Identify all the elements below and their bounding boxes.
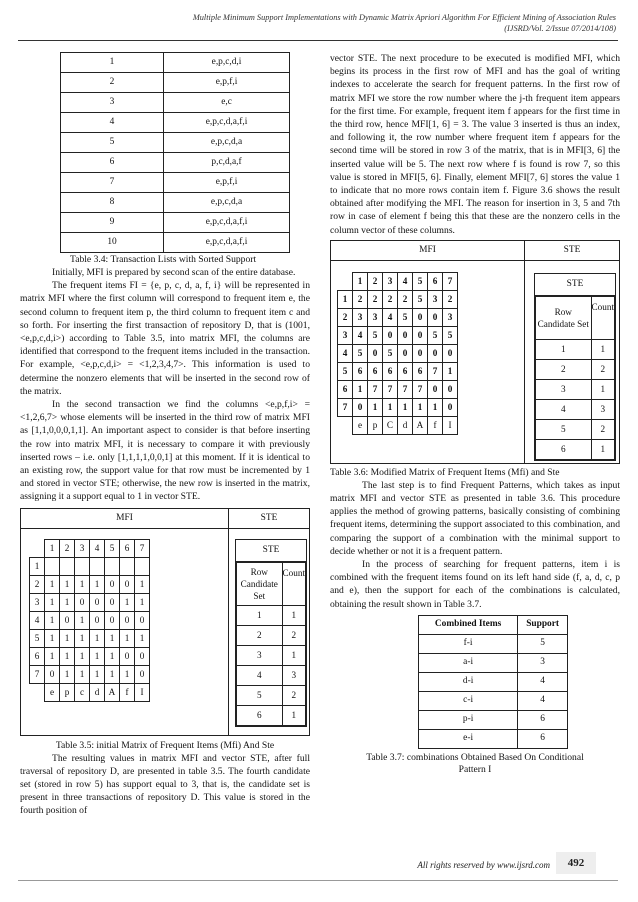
- table-3-7-caption: [330, 752, 620, 776]
- matrix-cell: 0: [413, 344, 428, 362]
- ste-row: [536, 379, 615, 399]
- matrix-row: [30, 593, 150, 611]
- table-row: [61, 73, 290, 93]
- ste-row-number: 5: [237, 685, 283, 705]
- matrix-cell: 3: [428, 290, 443, 308]
- matrix-cell: 0: [90, 611, 105, 629]
- table-row: [419, 653, 568, 672]
- ste-count: 2: [282, 685, 305, 705]
- matrix-cell: 7: [398, 380, 413, 398]
- matrix-cell: 5: [398, 308, 413, 326]
- ste-row-number: 1: [536, 339, 592, 359]
- header-rule: [18, 40, 618, 41]
- matrix-cell: 6: [383, 362, 398, 380]
- support-cell: 6: [518, 729, 568, 748]
- matrix-cell: 1: [120, 593, 135, 611]
- matrix-item-label: e: [353, 416, 368, 434]
- matrix-cell: 0: [428, 344, 443, 362]
- paragraph-modified-mfi: vector STE. The next procedure to be executed is modified MFI, which begins its process in the first row of MFI and has the goal of writing indexes to accelerate the search for frequent patterns. In the first row of matrix MFI we store the row number where the j-th frequent item appears for the first time. For example, frequent item f appears for the first time in the third row, hence MFI[1, 6] = 3. The value 3 inserted is thus an index, and following it, the row number where frequent item f appears for the second time will be stored in row 3 of the matrix, that is in MFI[3, 6] the inserted value will be 5. The next row where f is found is row 7, so this value is stored in MFI[5, 6]. Finally, element MFI[7, 6] stores the value 1 to indicate that no more rows contain item f. Figure 3.6 shows the result obtained after modifying the MFI. The reason for insertion in 3, 5 and 7th row in case of element f being this that these are the nonzero cells in the column vector of these columns.: [330, 53, 620, 236]
- matrix-cell: 1: [105, 647, 120, 665]
- matrix-col-header: 2: [60, 539, 75, 557]
- matrix-cell: 0: [443, 398, 458, 416]
- matrix-item-label: C: [383, 416, 398, 434]
- matrix-row: [30, 557, 150, 575]
- ste-table-3-6: [535, 296, 615, 460]
- matrix-cell: 1: [60, 647, 75, 665]
- ste-row-number: 5: [536, 419, 592, 439]
- matrix-cell: 3: [368, 308, 383, 326]
- transaction-id-cell: 9: [61, 213, 164, 233]
- matrix-cell: 7: [383, 380, 398, 398]
- matrix-cell: 0: [135, 611, 150, 629]
- matrix-col-header: 3: [383, 272, 398, 290]
- transaction-id-cell: 3: [61, 93, 164, 113]
- matrix-cell: 1: [368, 398, 383, 416]
- transaction-id-cell: 5: [61, 133, 164, 153]
- ste-table-3-5: [236, 562, 306, 726]
- matrix-cell: [105, 557, 120, 575]
- table-row: [61, 93, 290, 113]
- matrix-cell: 0: [105, 611, 120, 629]
- support-cell: 4: [518, 672, 568, 691]
- transaction-items-cell: e,p,c,d,a: [164, 193, 290, 213]
- matrix-item-label: f: [428, 416, 443, 434]
- paragraph-last-step: The last step is to find Frequent Patterns, which takes as input matrix MFI and vector STE as presented in table 3.6. This procedure applies the method of growing patterns, basically consisting of combining frequent items, determining the support associated to this combination, and comparing the support of a combination with the minimal support to decide whether or not it is a frequent pattern.: [330, 479, 620, 557]
- matrix-cell: 1: [75, 647, 90, 665]
- ste-header-row-candidate: Row Candidate Set: [536, 296, 592, 339]
- matrix-cell: 0: [120, 611, 135, 629]
- ste-row-number: 1: [237, 605, 283, 625]
- matrix-cell: 1: [383, 398, 398, 416]
- matrix-corner-cell: [30, 539, 45, 557]
- ste-count: 2: [282, 625, 305, 645]
- matrix-header-row: [338, 272, 458, 290]
- matrix-cell: 1: [75, 665, 90, 683]
- page-number: 492: [556, 852, 596, 874]
- right-column: [330, 52, 620, 776]
- mfi-label: MFI: [331, 241, 525, 260]
- left-column: [20, 52, 310, 818]
- ste-row: [237, 705, 306, 725]
- matrix-cell: 4: [353, 326, 368, 344]
- ste-header-count: Count: [591, 296, 614, 339]
- matrix-cell: 0: [353, 398, 368, 416]
- matrix-row-header: 2: [338, 308, 353, 326]
- ste-row-number: 6: [237, 705, 283, 725]
- table-row: [61, 133, 290, 153]
- matrix-cell: 0: [105, 593, 120, 611]
- matrix-cell: 1: [75, 629, 90, 647]
- matrix-cell: 0: [45, 665, 60, 683]
- matrix-col-header: 7: [443, 272, 458, 290]
- matrix-cell: 0: [135, 665, 150, 683]
- figure-3-6: [330, 240, 620, 464]
- ste-count: 2: [591, 419, 614, 439]
- ste-row: [237, 665, 306, 685]
- transaction-items-cell: e,p,c,d,a,f,i: [164, 113, 290, 133]
- matrix-cell: 1: [45, 647, 60, 665]
- matrix-cell: 1: [75, 611, 90, 629]
- ste-count: 1: [282, 705, 305, 725]
- matrix-col-header: 2: [368, 272, 383, 290]
- transaction-items-cell: e,c: [164, 93, 290, 113]
- matrix-cell: 0: [443, 344, 458, 362]
- matrix-cell: 1: [120, 629, 135, 647]
- table-row: [419, 729, 568, 748]
- support-cell: 6: [518, 710, 568, 729]
- transaction-items-cell: e,p,c,d,a,f,i: [164, 213, 290, 233]
- matrix-cell: 6: [353, 362, 368, 380]
- matrix-item-label: d: [398, 416, 413, 434]
- matrix-cell: 1: [353, 380, 368, 398]
- header-title: Multiple Minimum Support Implementations with Dynamic Matrix Apriori Algorithm For Efficient Mining of Association Rules: [192, 13, 616, 22]
- transaction-id-cell: 1: [61, 53, 164, 73]
- matrix-row-header: 6: [338, 380, 353, 398]
- transaction-items-cell: p,c,d,a,f: [164, 153, 290, 173]
- transaction-id-cell: 10: [61, 233, 164, 253]
- table-row: [61, 53, 290, 73]
- ste-label: STE: [563, 244, 581, 255]
- matrix-col-header: 6: [428, 272, 443, 290]
- matrix-row-header: 1: [30, 557, 45, 575]
- matrix-cell: 0: [75, 593, 90, 611]
- table-row: [61, 233, 290, 253]
- matrix-cell: 2: [443, 290, 458, 308]
- table-row: [419, 710, 568, 729]
- ste-header-count: Count: [282, 562, 305, 605]
- matrix-cell: 5: [383, 344, 398, 362]
- ste-title: STE: [535, 274, 615, 296]
- ste-header-row: [237, 562, 306, 605]
- matrix-cell: 1: [60, 629, 75, 647]
- matrix-corner-cell: [30, 683, 45, 701]
- matrix-cell: 7: [413, 380, 428, 398]
- table-3-7: [418, 615, 568, 749]
- matrix-cell: 0: [135, 647, 150, 665]
- matrix-row: [338, 326, 458, 344]
- matrix-row: [30, 575, 150, 593]
- matrix-cell: 0: [90, 593, 105, 611]
- table-row: [419, 691, 568, 710]
- matrix-cell: 1: [60, 575, 75, 593]
- matrix-col-header: 4: [398, 272, 413, 290]
- matrix-cell: 0: [413, 308, 428, 326]
- ste-row: [536, 439, 615, 459]
- matrix-cell: 1: [90, 665, 105, 683]
- ste-row-number: 4: [536, 399, 592, 419]
- matrix-col-header: 1: [353, 272, 368, 290]
- mfi-matrix-3-5: [29, 539, 150, 702]
- matrix-row: [338, 308, 458, 326]
- matrix-row: [30, 647, 150, 665]
- matrix-item-label: I: [135, 683, 150, 701]
- table-3-6-caption: Table 3.6: Modified Matrix of Frequent Items (Mfi) and Ste: [330, 466, 560, 478]
- ste-header-row: [536, 296, 615, 339]
- ste-row-number: 3: [237, 645, 283, 665]
- table-row: [419, 634, 568, 653]
- matrix-row: [338, 398, 458, 416]
- combined-items-cell: a-i: [419, 653, 518, 672]
- matrix-cell: 5: [413, 290, 428, 308]
- matrix-cell: 0: [428, 308, 443, 326]
- matrix-cell: 1: [135, 629, 150, 647]
- matrix-cell: 1: [60, 593, 75, 611]
- matrix-row-header: 6: [30, 647, 45, 665]
- ste-count: 1: [591, 339, 614, 359]
- matrix-row: [30, 629, 150, 647]
- figure-3-5-header: [21, 509, 309, 529]
- matrix-cell: 1: [45, 593, 60, 611]
- matrix-col-header: 7: [135, 539, 150, 557]
- matrix-row: [338, 380, 458, 398]
- support-cell: 3: [518, 653, 568, 672]
- matrix-item-label: A: [413, 416, 428, 434]
- matrix-cell: 6: [398, 362, 413, 380]
- matrix-row: [338, 344, 458, 362]
- matrix-row-header: 7: [30, 665, 45, 683]
- transaction-id-cell: 7: [61, 173, 164, 193]
- matrix-cell: 1: [443, 362, 458, 380]
- footer-copyright: All rights reserved by www.ijsrd.com: [417, 860, 550, 870]
- transaction-id-cell: 2: [61, 73, 164, 93]
- ste-count: 3: [591, 399, 614, 419]
- ste-count: 3: [282, 665, 305, 685]
- ste-row-number: 3: [536, 379, 592, 399]
- combined-items-cell: c-i: [419, 691, 518, 710]
- table-row: [419, 672, 568, 691]
- matrix-header-row: [30, 539, 150, 557]
- combined-items-cell: p-i: [419, 710, 518, 729]
- ste-row: [536, 359, 615, 379]
- matrix-cell: 0: [120, 575, 135, 593]
- matrix-cell: 1: [398, 398, 413, 416]
- matrix-cell: 0: [60, 611, 75, 629]
- matrix-cell: 2: [398, 290, 413, 308]
- matrix-cell: 1: [45, 575, 60, 593]
- paragraph-resulting-values: The resulting values in matrix MFI and vector STE, after full traversal of repository D, are presented in table 3.5. The fourth candidate set (stored in row 5) has support equal to 3, that is, the candidate set is present in three transactions of repository D. This value is stored in the fourth position of: [20, 752, 310, 817]
- matrix-cell: 6: [368, 362, 383, 380]
- matrix-cell: 0: [105, 575, 120, 593]
- combined-items-cell: e-i: [419, 729, 518, 748]
- matrix-row: [30, 665, 150, 683]
- ste-row: [536, 339, 615, 359]
- table-3-7-header-items: Combined Items: [419, 615, 518, 634]
- matrix-corner-cell: [338, 272, 353, 290]
- matrix-cell: 0: [398, 326, 413, 344]
- matrix-cell: 5: [368, 326, 383, 344]
- matrix-item-label: p: [60, 683, 75, 701]
- ste-label: STE: [260, 512, 278, 523]
- ste-count: 1: [282, 645, 305, 665]
- matrix-row-header: 7: [338, 398, 353, 416]
- table-3-7-caption-line1: Table 3.7: combinations Obtained Based On Conditional: [366, 751, 584, 763]
- matrix-row-header: 1: [338, 290, 353, 308]
- matrix-col-header: 5: [105, 539, 120, 557]
- matrix-cell: [90, 557, 105, 575]
- matrix-item-label: p: [368, 416, 383, 434]
- matrix-cell: [120, 557, 135, 575]
- matrix-cell: 1: [105, 665, 120, 683]
- matrix-col-header: 3: [75, 539, 90, 557]
- transaction-items-cell: e,p,f,i: [164, 173, 290, 193]
- transaction-id-cell: 6: [61, 153, 164, 173]
- mfi-matrix-3-6: [337, 272, 458, 435]
- matrix-cell: 1: [90, 629, 105, 647]
- matrix-cell: 3: [443, 308, 458, 326]
- matrix-corner-cell: [338, 416, 353, 434]
- matrix-cell: 2: [368, 290, 383, 308]
- matrix-cell: 7: [428, 362, 443, 380]
- matrix-cell: 5: [443, 326, 458, 344]
- matrix-cell: 1: [135, 575, 150, 593]
- matrix-cell: 0: [443, 380, 458, 398]
- transaction-items-cell: e,p,c,d,i: [164, 53, 290, 73]
- matrix-cell: 1: [428, 398, 443, 416]
- matrix-cell: 1: [90, 575, 105, 593]
- matrix-row-header: 5: [338, 362, 353, 380]
- transaction-id-cell: 4: [61, 113, 164, 133]
- matrix-col-header: 5: [413, 272, 428, 290]
- combined-items-cell: f-i: [419, 634, 518, 653]
- matrix-cell: 1: [135, 593, 150, 611]
- matrix-cell: 1: [75, 575, 90, 593]
- paragraph-frequent-items: The frequent items FI = {e, p, c, d, a, f, i} will be represented in matrix MFI where the first column will correspond to frequent item e, the second column to frequent item p, the third column to frequent item c and so forth. For inserting the first transaction of repository D, that is (1001, <e,p,c,d,i>) according to Table 3.5, into matrix MFI, the columns are identified that correspond to the frequent items included in the transaction. For example, <e,p,c,d,i> = <1,2,3,4,7>. This information is used to determine the nonzero elements that will be inserted in the second row of the matrix.: [20, 280, 310, 397]
- matrix-item-label: c: [75, 683, 90, 701]
- matrix-cell: [45, 557, 60, 575]
- ste-count: 2: [591, 359, 614, 379]
- matrix-item-label-row: [338, 416, 458, 434]
- matrix-cell: 0: [428, 380, 443, 398]
- mfi-label: MFI: [21, 509, 229, 528]
- transaction-items-cell: e,p,f,i: [164, 73, 290, 93]
- ste-row: [536, 399, 615, 419]
- matrix-cell: [135, 557, 150, 575]
- matrix-cell: 1: [90, 647, 105, 665]
- ste-row: [536, 419, 615, 439]
- ste-count: 1: [591, 379, 614, 399]
- matrix-item-label: A: [105, 683, 120, 701]
- matrix-row: [338, 290, 458, 308]
- table-3-4: [60, 52, 290, 253]
- paragraph-second-transaction: In the second transaction we find the columns <e,p,f,i> = <1,2,6,7> whose elements will be inserted in the third row of matrix MFI as [1,1,0,0,0,1,1]. An important aspect to consider is that before inserting the row into matrix MFI, it is necessary to compare it with previously inserted rows – i.e. only [1,1,1,1,0,0,1] at this moment. If it is identical to an existing row, the support value for that row must be incremented by 1 and stored in vector STE; otherwise, the new row is inserted in the matrix, assigning it a support equal to 1 in vector STE.: [20, 399, 310, 503]
- running-header: [100, 12, 616, 34]
- ste-vector-3-6: [534, 273, 616, 461]
- figure-3-6-header: [331, 241, 619, 261]
- ste-row-number: 6: [536, 439, 592, 459]
- matrix-cell: 1: [60, 665, 75, 683]
- ste-row-number: 2: [536, 359, 592, 379]
- matrix-cell: 0: [413, 326, 428, 344]
- matrix-row-header: 4: [338, 344, 353, 362]
- matrix-cell: 1: [105, 629, 120, 647]
- figure-3-5: [20, 508, 310, 736]
- table-row: [61, 153, 290, 173]
- ste-row: [237, 625, 306, 645]
- matrix-cell: 2: [383, 290, 398, 308]
- matrix-cell: 4: [383, 308, 398, 326]
- ste-row: [237, 685, 306, 705]
- support-cell: 4: [518, 691, 568, 710]
- transaction-items-cell: e,p,c,d,a,f,i: [164, 233, 290, 253]
- matrix-cell: 0: [383, 326, 398, 344]
- matrix-cell: [75, 557, 90, 575]
- matrix-cell: 1: [45, 629, 60, 647]
- matrix-cell: 7: [368, 380, 383, 398]
- transaction-id-cell: 8: [61, 193, 164, 213]
- matrix-row-header: 2: [30, 575, 45, 593]
- matrix-item-label: e: [45, 683, 60, 701]
- support-cell: 5: [518, 634, 568, 653]
- matrix-cell: 1: [120, 665, 135, 683]
- matrix-row: [30, 611, 150, 629]
- transaction-items-cell: e,p,c,d,a: [164, 133, 290, 153]
- ste-row: [237, 645, 306, 665]
- matrix-cell: 2: [353, 290, 368, 308]
- ste-vector-3-5: [235, 539, 307, 727]
- matrix-col-header: 4: [90, 539, 105, 557]
- matrix-cell: [60, 557, 75, 575]
- ste-title: STE: [236, 540, 306, 562]
- matrix-cell: 1: [45, 611, 60, 629]
- matrix-item-label: f: [120, 683, 135, 701]
- matrix-col-header: 1: [45, 539, 60, 557]
- matrix-cell: 0: [398, 344, 413, 362]
- table-3-7-caption-line2: Pattern I: [458, 763, 492, 775]
- footer-rule: [18, 880, 618, 881]
- table-row: [61, 193, 290, 213]
- matrix-row-header: 5: [30, 629, 45, 647]
- paragraph-initial: Initially, MFI is prepared by second scan of the entire database.: [52, 267, 296, 278]
- matrix-item-label-row: [30, 683, 150, 701]
- ste-row-number: 4: [237, 665, 283, 685]
- ste-count: 1: [591, 439, 614, 459]
- matrix-cell: 6: [413, 362, 428, 380]
- table-row: [61, 113, 290, 133]
- matrix-row-header: 3: [30, 593, 45, 611]
- ste-row-number: 2: [237, 625, 283, 645]
- table-row: [61, 213, 290, 233]
- matrix-col-header: 6: [120, 539, 135, 557]
- matrix-cell: 5: [353, 344, 368, 362]
- table-3-7-header-support: Support: [518, 615, 568, 634]
- matrix-cell: 1: [413, 398, 428, 416]
- matrix-cell: 3: [353, 308, 368, 326]
- table-3-5-caption: Table 3.5: initial Matrix of Frequent Items (Mfi) And Ste: [55, 739, 275, 751]
- matrix-item-label: I: [443, 416, 458, 434]
- table-3-4-caption: Table 3.4: Transaction Lists with Sorted Support: [70, 254, 257, 265]
- matrix-cell: 5: [428, 326, 443, 344]
- matrix-cell: 0: [368, 344, 383, 362]
- ste-header-row-candidate: Row Candidate Set: [237, 562, 283, 605]
- paragraph-search-process: In the process of searching for frequent patterns, item i is combined with the frequent items found on its left hand side (f, a, d, c, p and e), then the support for each of the combinations is calculated, obtaining the result shown in Table 3.7.: [330, 559, 620, 610]
- matrix-row-header: 3: [338, 326, 353, 344]
- ste-count: 1: [282, 605, 305, 625]
- ste-row: [237, 605, 306, 625]
- combined-items-cell: d-i: [419, 672, 518, 691]
- matrix-row-header: 4: [30, 611, 45, 629]
- matrix-cell: 0: [120, 647, 135, 665]
- table-row: [61, 173, 290, 193]
- matrix-item-label: d: [90, 683, 105, 701]
- header-volume: (IJSRD/Vol. 2/Issue 07/2014/108): [504, 24, 616, 33]
- matrix-row: [338, 362, 458, 380]
